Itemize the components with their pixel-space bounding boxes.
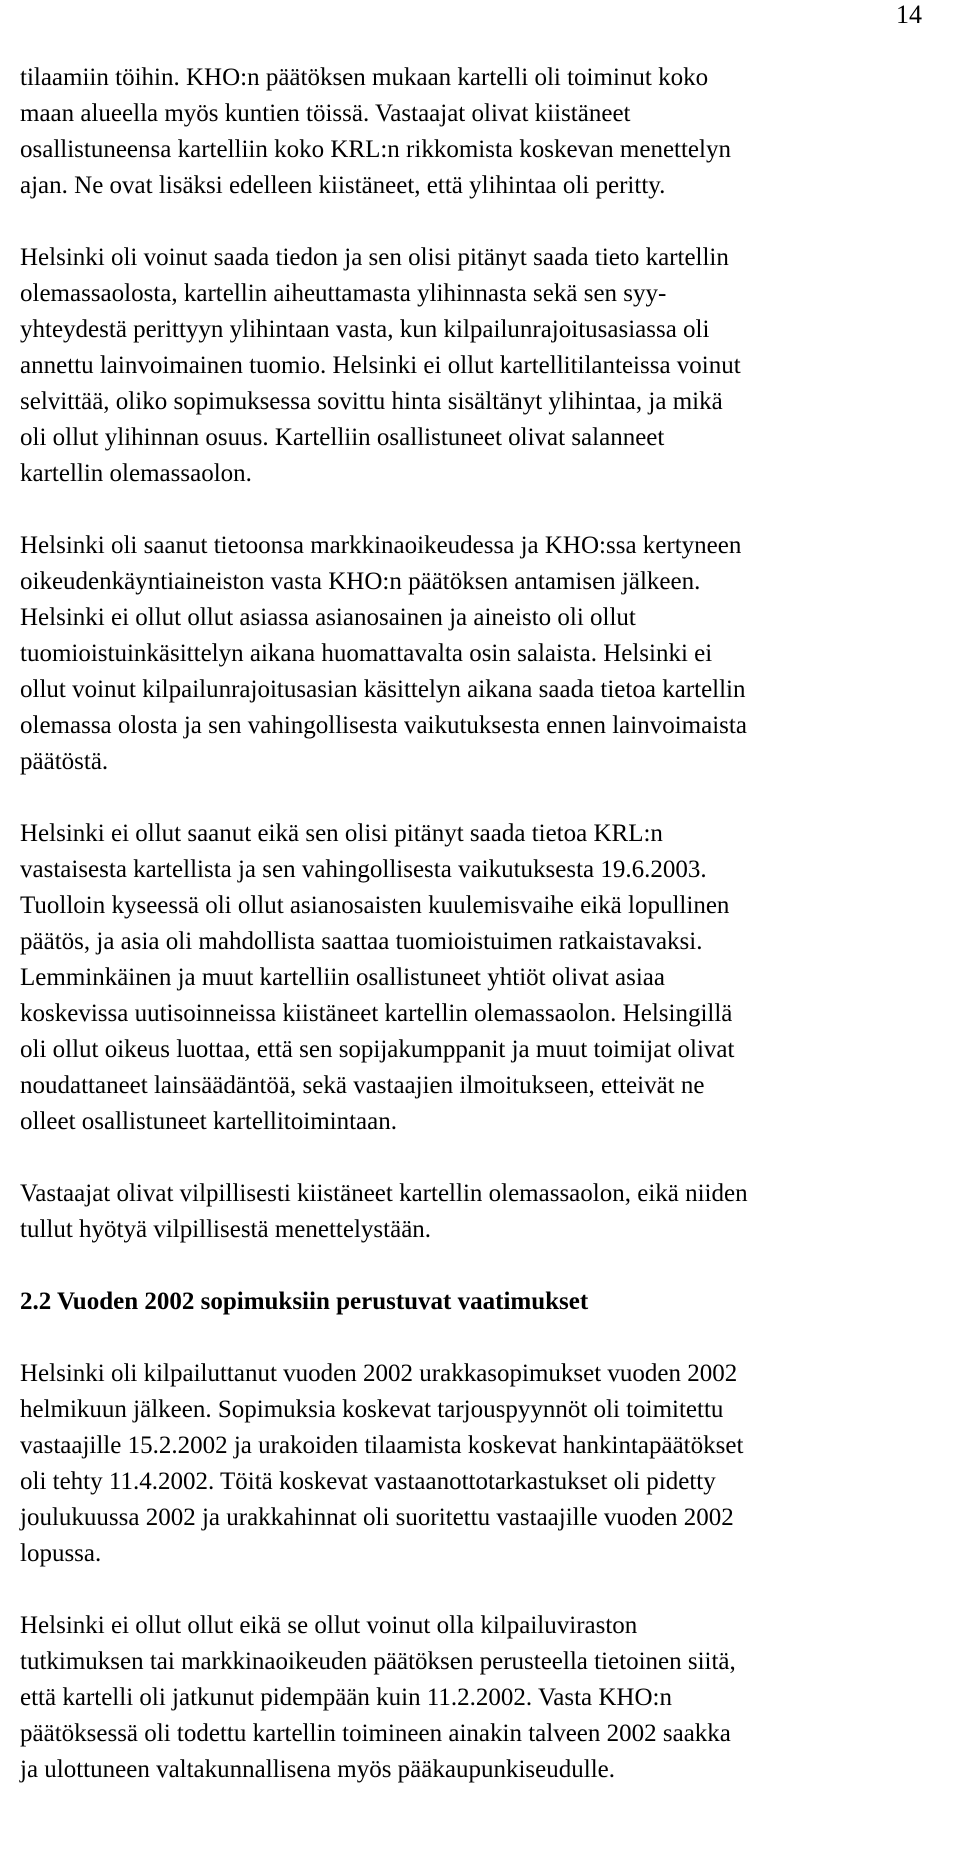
text-line: oikeudenkäyntiaineiston vasta KHO:n päätöksen antamisen jälkeen. — [20, 568, 701, 595]
paragraph-spacer — [20, 204, 940, 240]
paragraph-3 — [20, 528, 940, 780]
paragraph-spacer — [20, 1572, 940, 1608]
text-line: Helsinki oli saanut tietoonsa markkinaoikeudessa ja KHO:ssa kertyneen — [20, 532, 742, 559]
text-line: annettu lainvoimainen tuomio. Helsinki ei ollut kartellitilanteissa voinut — [20, 352, 741, 379]
text-line: osallistuneensa kartelliin koko KRL:n rikkomista koskevan menettelyn — [20, 136, 731, 163]
text-line: maan alueella myös kuntien töissä. Vastaajat olivat kiistäneet — [20, 100, 631, 127]
text-line: Helsinki oli voinut saada tiedon ja sen olisi pitänyt saada tieto kartellin — [20, 244, 729, 271]
text-line: olleet osallistuneet kartellitoimintaan. — [20, 1108, 397, 1135]
paragraph-6 — [20, 1356, 940, 1572]
text-line: Lemminkäinen ja muut kartelliin osallistuneet yhtiöt olivat asiaa — [20, 964, 665, 991]
paragraph-1 — [20, 60, 940, 204]
paragraph-5 — [20, 1176, 940, 1248]
text-line: Helsinki oli kilpailuttanut vuoden 2002 urakkasopimukset vuoden 2002 — [20, 1360, 738, 1387]
paragraph-spacer — [20, 780, 940, 816]
text-line: olemassa olosta ja sen vahingollisesta vaikutuksesta ennen lainvoimaista — [20, 712, 747, 739]
text-line: oli ollut ylihinnan osuus. Kartelliin osallistuneet olivat salanneet — [20, 424, 665, 451]
text-line: päätös, ja asia oli mahdollista saattaa tuomioistuimen ratkaistavaksi. — [20, 928, 703, 955]
paragraph-7 — [20, 1608, 940, 1788]
text-line: vastaisesta kartellista ja sen vahingollisesta vaikutuksesta 19.6.2003. — [20, 856, 707, 883]
text-line: olemassaolosta, kartellin aiheuttamasta ylihinnasta sekä sen syy- — [20, 280, 667, 307]
text-line: ja ulottuneen valtakunnallisena myös pääkaupunkiseudulle. — [20, 1756, 615, 1783]
paragraph-spacer — [20, 492, 940, 528]
text-line: tilaamiin töihin. KHO:n päätöksen mukaan kartelli oli toiminut koko — [20, 64, 709, 91]
text-line: päätöksessä oli todettu kartellin toimineen ainakin talveen 2002 saakka — [20, 1720, 731, 1747]
text-line: Helsinki ei ollut saanut eikä sen olisi pitänyt saada tietoa KRL:n — [20, 820, 663, 847]
section-heading: 2.2 Vuoden 2002 sopimuksiin perustuvat vaatimukset — [20, 1288, 589, 1315]
text-line: että kartelli oli jatkunut pidempään kuin 11.2.2002. Vasta KHO:n — [20, 1684, 672, 1711]
page-number: 14 — [896, 0, 922, 29]
text-line: Tuolloin kyseessä oli ollut asianosaisten kuulemisvaihe eikä lopullinen — [20, 892, 730, 919]
paragraph-2 — [20, 240, 940, 492]
text-line: joulukuussa 2002 ja urakkahinnat oli suoritettu vastaajille vuoden 2002 — [20, 1504, 734, 1531]
text-line: Helsinki ei ollut ollut asiassa asianosainen ja aineisto oli ollut — [20, 604, 636, 631]
text-line: oli tehty 11.4.2002. Töitä koskevat vastaanottotarkastukset oli pidetty — [20, 1468, 716, 1495]
text-line: ollut voinut kilpailunrajoitusasian käsittelyn aikana saada tietoa kartellin — [20, 676, 746, 703]
text-line: helmikuun jälkeen. Sopimuksia koskevat tarjouspyynnöt oli toimitettu — [20, 1396, 724, 1423]
text-line: selvittää, oliko sopimuksessa sovittu hinta sisältänyt ylihintaa, ja mikä — [20, 388, 723, 415]
text-line: tullut hyötyä vilpillisestä menettelystään. — [20, 1216, 432, 1243]
text-line: ajan. Ne ovat lisäksi edelleen kiistäneet, että ylihintaa oli peritty. — [20, 172, 666, 199]
text-line: kartellin olemassaolon. — [20, 460, 252, 487]
paragraph-spacer — [20, 1248, 940, 1284]
text-line: tuomioistuinkäsittelyn aikana huomattavalta osin salaista. Helsinki ei — [20, 640, 713, 667]
text-line: tutkimuksen tai markkinaoikeuden päätöksen perusteella tietoinen siitä, — [20, 1648, 736, 1675]
page-content — [20, 60, 940, 1788]
text-line: noudattaneet lainsäädäntöä, sekä vastaajien ilmoitukseen, etteivät ne — [20, 1072, 705, 1099]
text-line: oli ollut oikeus luottaa, että sen sopijakumppanit ja muut toimijat olivat — [20, 1036, 735, 1063]
paragraph-spacer — [20, 1320, 940, 1356]
text-line: vastaajille 15.2.2002 ja urakoiden tilaamista koskevat hankintapäätökset — [20, 1432, 744, 1459]
text-line: päätöstä. — [20, 748, 109, 775]
paragraph-4 — [20, 816, 940, 1140]
text-line: koskevissa uutisoinneissa kiistäneet kartellin olemassaolon. Helsingillä — [20, 1000, 733, 1027]
paragraph-spacer — [20, 1140, 940, 1176]
text-line: Helsinki ei ollut ollut eikä se ollut voinut olla kilpailuviraston — [20, 1612, 638, 1639]
text-line: lopussa. — [20, 1540, 102, 1567]
text-line: yhteydestä perittyyn ylihintaan vasta, kun kilpailunrajoitusasiassa oli — [20, 316, 710, 343]
text-line: Vastaajat olivat vilpillisesti kiistäneet kartellin olemassaolon, eikä niiden — [20, 1180, 748, 1207]
